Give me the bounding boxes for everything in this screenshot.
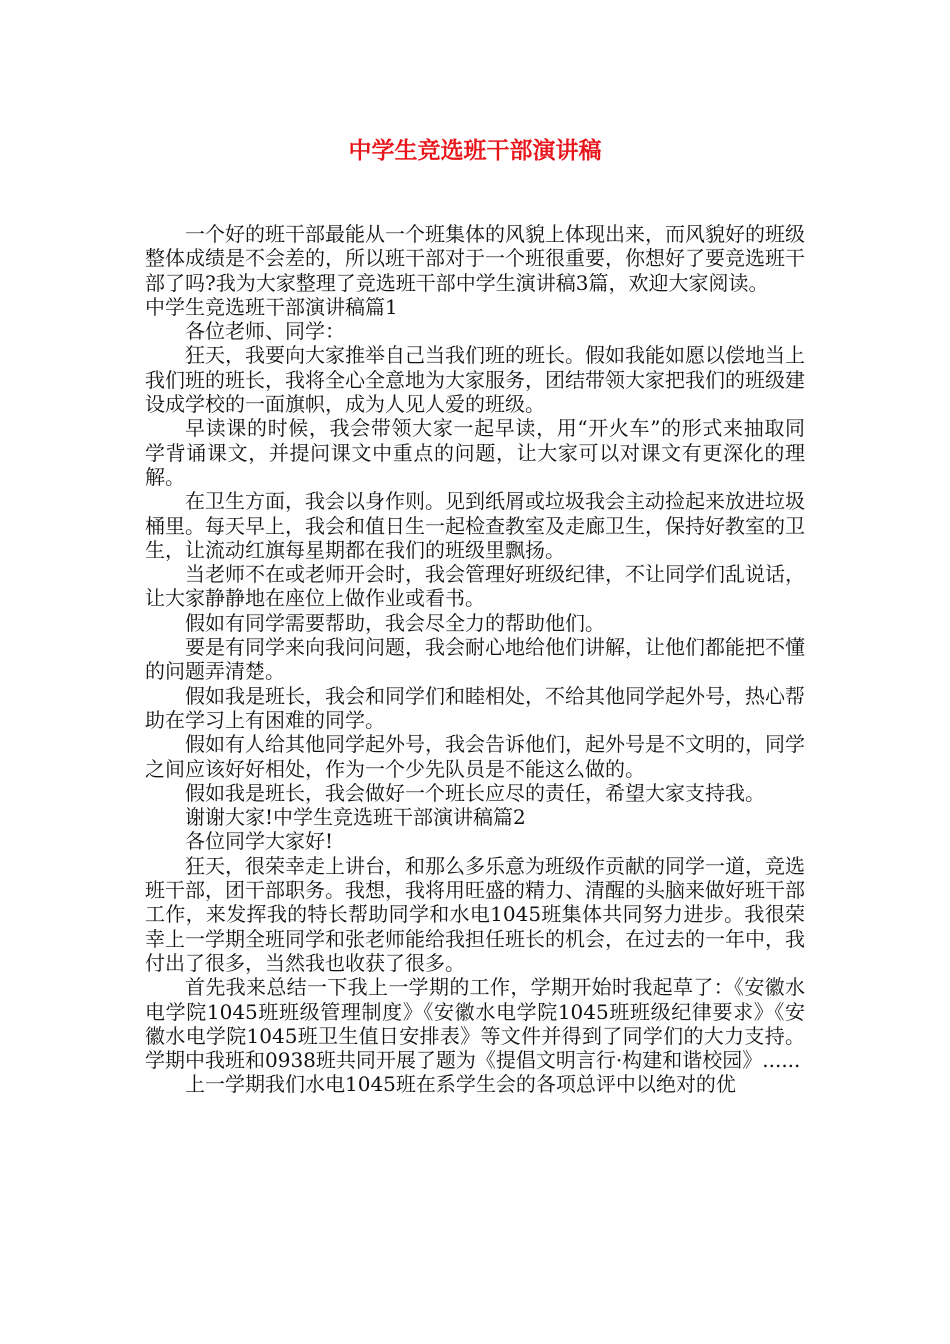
paragraph: 当老师不在或老师开会时，我会管理好班级纪律，不让同学们乱说话，让大家静静地在座位上做作业或看书。	[145, 562, 805, 611]
paragraph: 在卫生方面，我会以身作则。见到纸屑或垃圾我会主动捡起来放进垃圾桶里。每天早上，我会和值日生一起检查教室及走廊卫生，保持好教室的卫生，让流动红旗每星期都在我们的班级里飘扬。	[145, 489, 805, 562]
document-body	[145, 222, 805, 1097]
section-heading: 中学生竞选班干部演讲稿篇1	[145, 294, 398, 319]
document-title: 中学生竞选班干部演讲稿	[348, 138, 602, 164]
paragraph: 假如我是班长，我会做好一个班长应尽的责任，希望大家支持我。	[185, 780, 765, 805]
paragraph: 狂天，很荣幸走上讲台，和那么多乐意为班级作贡献的同学一道，竞选班干部，团干部职务。我想，我将用旺盛的精力、清醒的头脑来做好班干部工作，来发挥我的特长帮助同学和水电1045班集体共同努力进步。我很荣幸上一学期全班同学和张老师能给我担任班长的机会，在过去的一年中，我付出了很多，当然我也收获了很多。	[145, 853, 805, 975]
paragraph: 首先我来总结一下我上一学期的工作，学期开始时我起草了：《安徽水电学院1045班班级管理制度》《安徽水电学院1045班班级纪律要求》《安徽水电学院1045班卫生值日安排表》等文件并得到了同学们的大力支持。学期中我班和0938班共同开展了题为《提倡文明言行·构建和谐校园》......	[145, 975, 805, 1073]
paragraph: 上一学期我们水电1045班在系学生会的各项总评中以绝对的优	[185, 1072, 736, 1097]
paragraph: 谢谢大家!中学生竞选班干部演讲稿篇2	[185, 805, 526, 830]
paragraph: 早读课的时候，我会带领大家一起早读，用“开火车”的形式来抽取同学背诵课文，并提问课文中重点的问题，让大家可以对课文有更深化的理解。	[145, 416, 805, 489]
paragraph: 假如有同学需要帮助，我会尽全力的帮助他们。	[185, 610, 605, 635]
paragraph: 狂天，我要向大家推举自己当我们班的班长。假如我能如愿以偿地当上我们班的班长，我将全心全意地为大家服务，团结带领大家把我们的班级建设成学校的一面旗帜，成为人见人爱的班级。	[145, 343, 805, 417]
paragraph: 要是有同学来向我问问题，我会耐心地给他们讲解，让他们都能把不懂的问题弄清楚。	[145, 635, 805, 684]
paragraph: 假如有人给其他同学起外号，我会告诉他们，起外号是不文明的，同学之间应该好好相处，作为一个少先队员是不能这么做的。	[145, 732, 805, 781]
paragraph: 各位同学大家好!	[185, 829, 334, 854]
paragraph: 一个好的班干部最能从一个班集体的风貌上体现出来，而风貌好的班级整体成绩是不会差的，所以班干部对于一个班很重要，你想好了要竞选班干部了吗?我为大家整理了竞选班干部中学生演讲稿3篇，欢迎大家阅读。	[145, 222, 805, 295]
paragraph: 各位老师、同学：	[185, 319, 345, 344]
paragraph: 假如我是班长，我会和同学们和睦相处，不给其他同学起外号，热心帮助在学习上有困难的同学。	[145, 683, 805, 732]
